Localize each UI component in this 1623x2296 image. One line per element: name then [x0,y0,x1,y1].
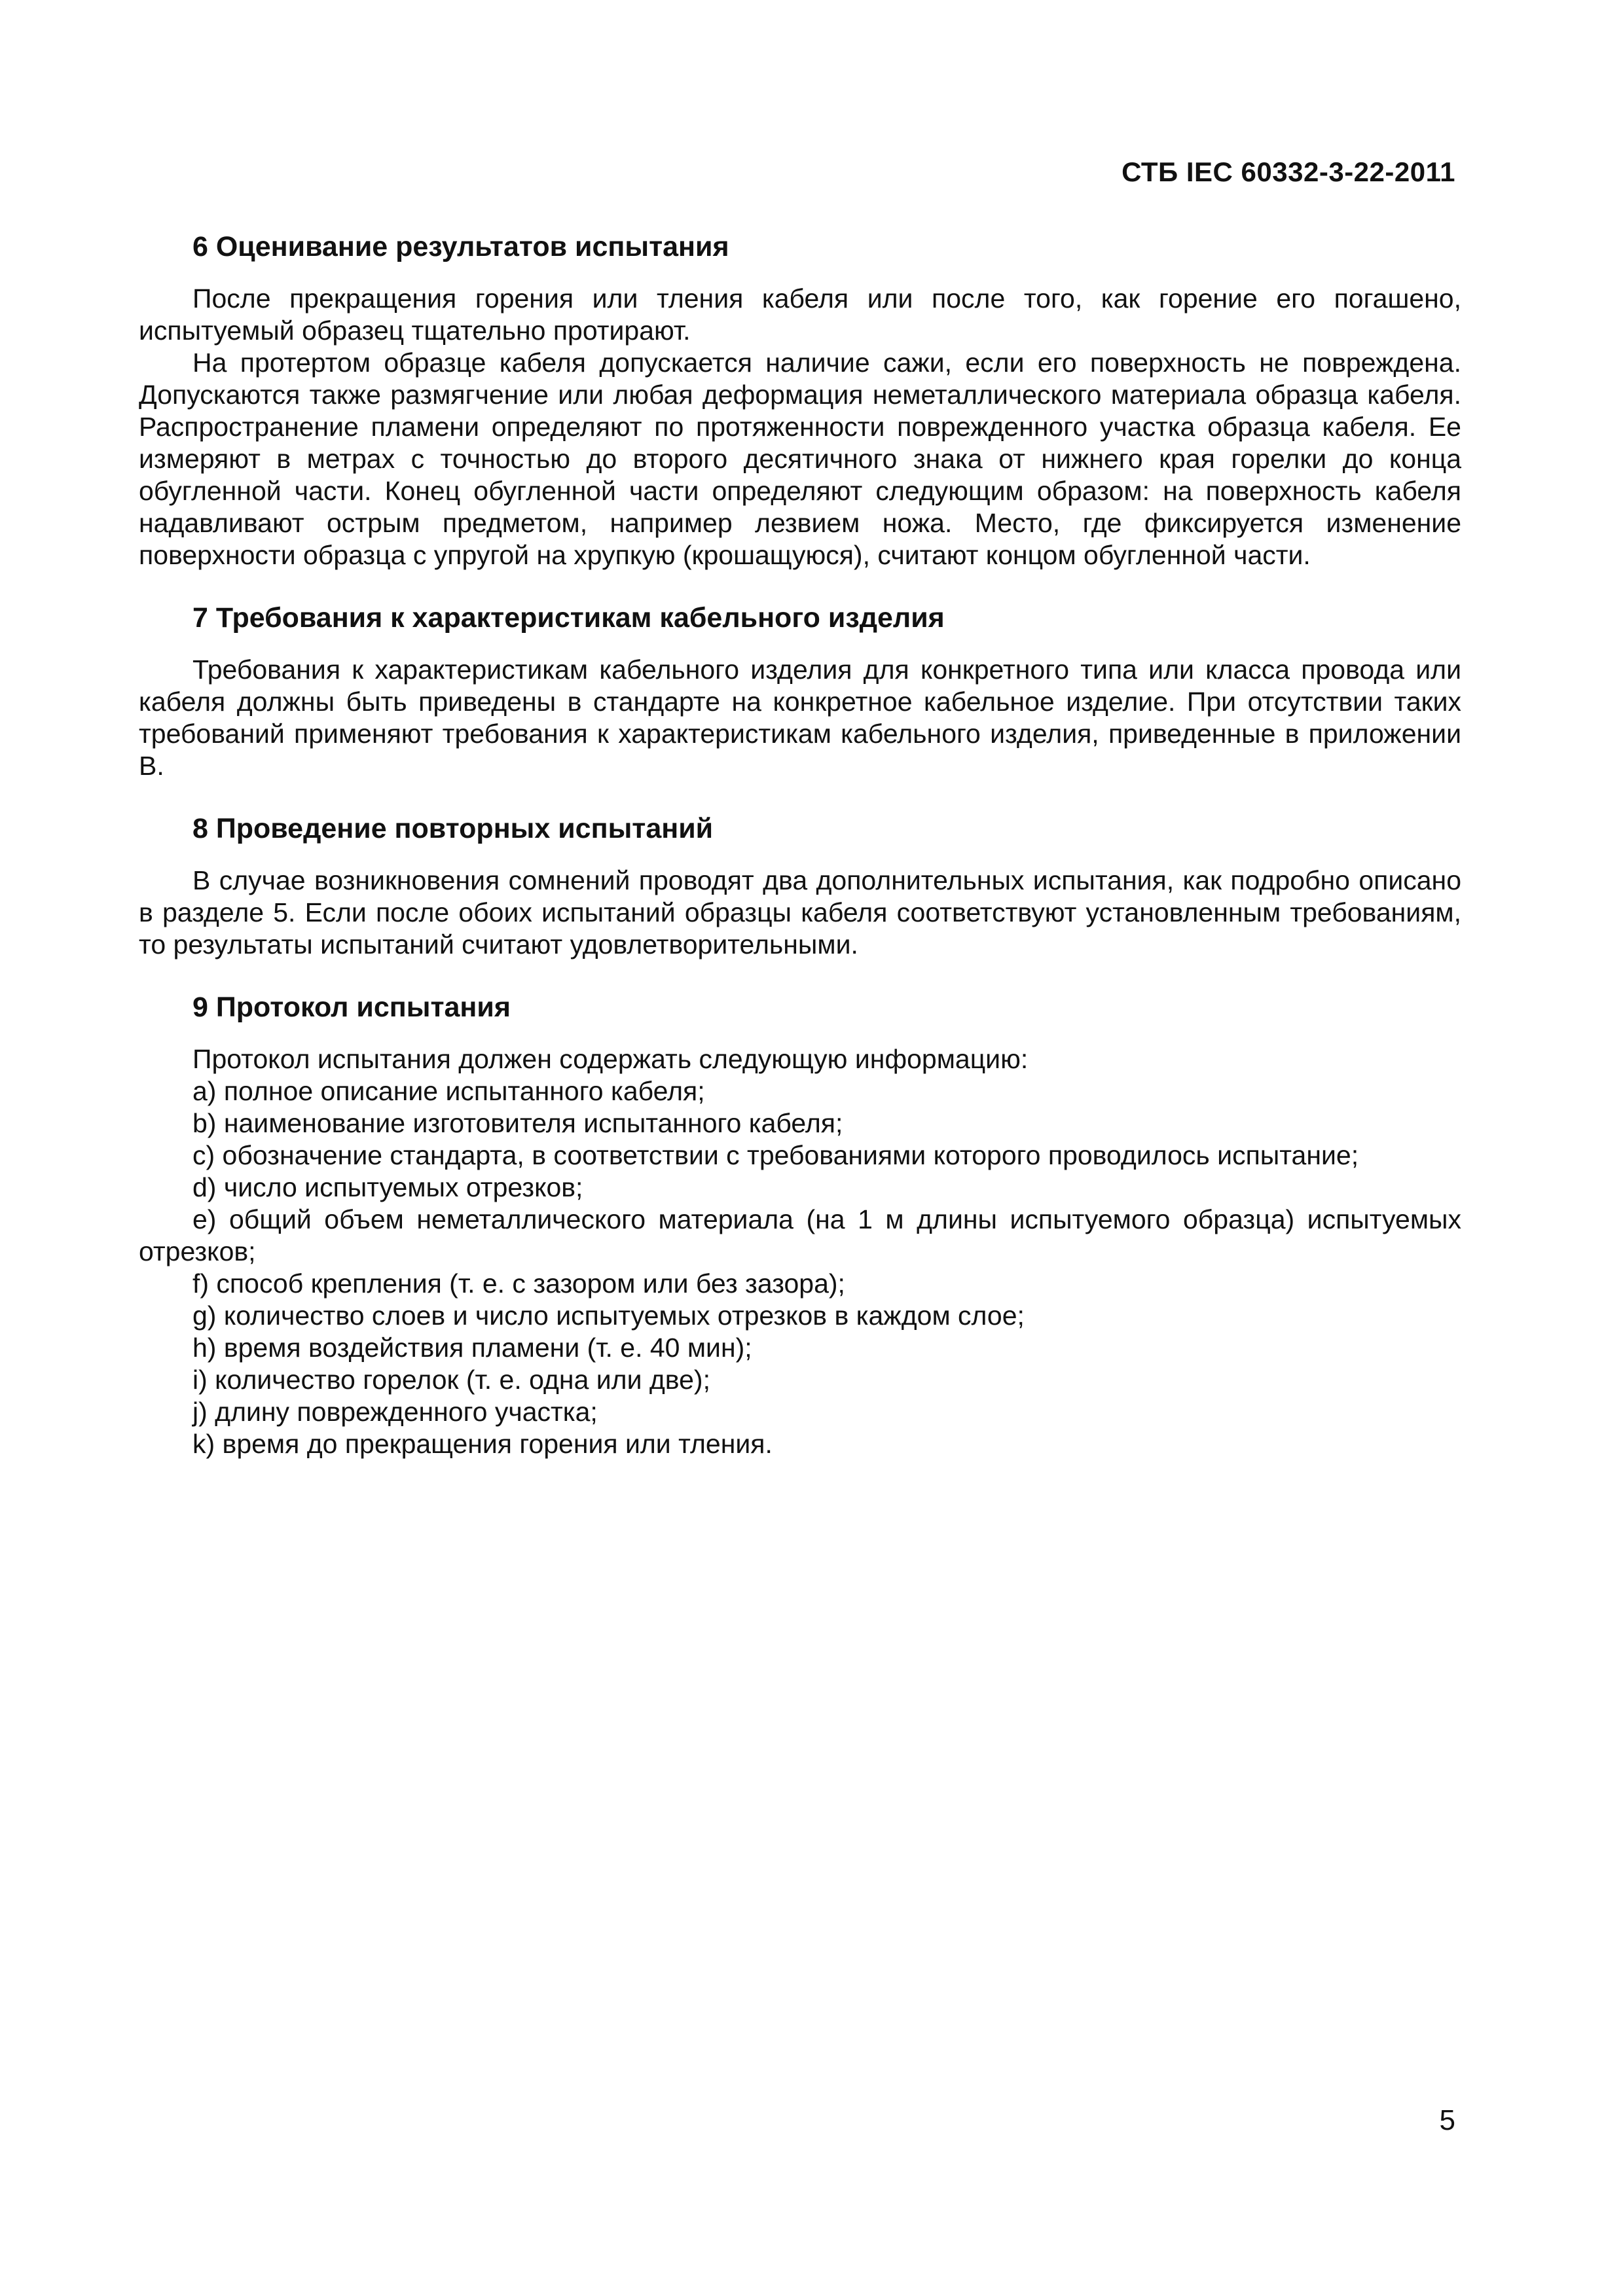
list-item: i) количество горелок (т. е. одна или две); [192,1365,710,1395]
list-item: d) число испытуемых отрезков; [192,1172,583,1202]
list-item: g) количество слоев и число испытуемых отрезков в каждом слое; [192,1300,1025,1331]
section-6 [139,229,1461,571]
document-body [139,229,1461,1489]
section-7 [139,600,1461,782]
section-9 [139,990,1461,1460]
paragraph: В случае возникновения сомнений проводят два дополнительных испытания, как подробно описано в разделе 5. Если после обоих испытаний образцы кабеля соответствуют установленным требованиям, то результаты испытаний считают удовлетворительными. [139,865,1461,960]
list-item: k) время до прекращения горения или тления. [192,1429,773,1459]
paragraph: Протокол испытания должен содержать следующую информацию: [192,1044,1029,1074]
list-item: c) обозначение стандарта, в соответствии с требованиями которого проводилось испытание; [192,1140,1359,1170]
paragraph: На протертом образце кабеля допускается наличие сажи, если его поверхность не повреждена. Допускаются также размягчение или любая деформация неметаллического материала образца кабеля. Распространение пламени определяют по протяженности поврежденного участка образца кабеля. Ее измеряют в метрах с точностью до второго десятичного знака от нижнего края горелки до конца обугленной части. Конец обугленной части определяют следующим образом: на поверхность кабеля надавливают острым предметом, например лезвием ножа. Место, где фиксируется изменение поверхности образца с упругой на хрупкую (крошащуюся), считают концом обугленной части. [139,348,1461,570]
section-heading: 8 Проведение повторных испытаний [192,813,714,844]
list-item: e) общий объем неметаллического материала (на 1 м длины испытуемого образца) испытуемых отрезков; [139,1204,1461,1266]
list-item: h) время воздействия пламени (т. е. 40 мин); [192,1333,752,1363]
list-item: j) длину поврежденного участка; [192,1397,598,1427]
list-item: a) полное описание испытанного кабеля; [192,1076,705,1106]
paragraph: Требования к характеристикам кабельного изделия для конкретного типа или класса провода или кабеля должны быть приведены в стандарте на конкретное кабельное изделие. При отсутствии таких требований применяют требования к характеристикам кабельного изделия, приведенные в приложении В. [139,655,1461,781]
section-heading: 9 Протокол испытания [192,992,511,1023]
section-heading: 6 Оценивание результатов испытания [192,231,729,262]
section-heading: 7 Требования к характеристикам кабельного изделия [192,602,945,634]
paragraph: После прекращения горения или тления кабеля или после того, как горение его погашено, испытуемый образец тщательно протирают. [139,283,1461,346]
document-code: СТБ IEC 60332-3-22-2011 [1122,156,1455,187]
section-8 [139,811,1461,961]
protocol-items-list [139,1075,1461,1460]
page-number: 5 [1439,2104,1455,2136]
list-item: f) способ крепления (т. е. с зазором или без зазора); [192,1268,845,1299]
list-item: b) наименование изготовителя испытанного кабеля; [192,1108,843,1138]
